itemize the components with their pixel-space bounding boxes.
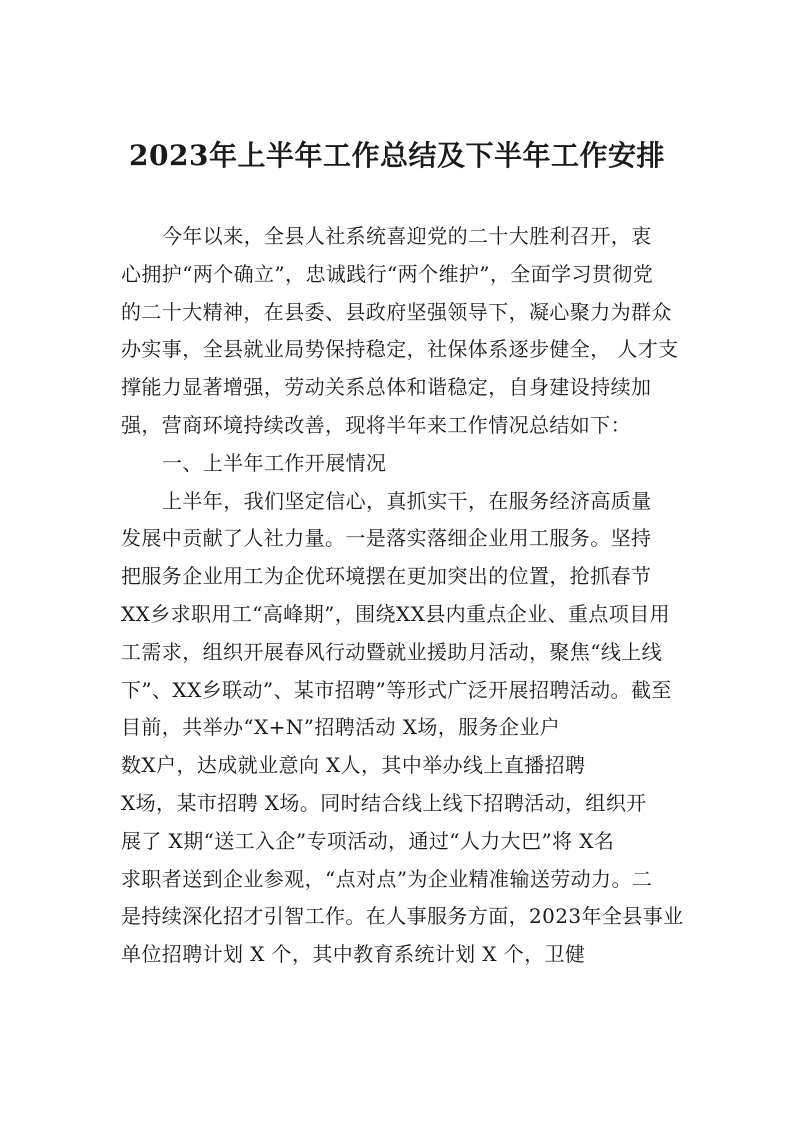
paragraph-line: 目前，共举办“X+N”招聘活动 X场，服务企业户	[121, 715, 561, 740]
section-heading: 一、上半年工作开展情况	[162, 450, 387, 475]
paragraph-line: X场，某市招聘 X场。同时结合线上线下招聘活动，组织开	[121, 790, 647, 815]
paragraph-line: 办实事，全县就业局势保持稳定，社保体系逐步健全， 人才支	[121, 337, 679, 362]
paragraph-line: 数X户，达成就业意向 X人，其中举办线上直播招聘	[121, 753, 586, 778]
document-title: 2023年上半年工作总结及下半年工作安排	[129, 139, 665, 172]
document-body	[121, 218, 691, 974]
paragraph-line: 求职者送到企业参观，“点对点”为企业精准输送劳动力。二	[121, 866, 653, 891]
paragraph-line: 心拥护“两个确立”，忠诚践行“两个维护”，全面学习贯彻党	[121, 261, 654, 286]
paragraph-line: 单位招聘计划 X 个，其中教育系统计划 X 个，卫健	[121, 942, 586, 967]
paragraph-line: 展了 X期“送工入企”专项活动，通过“人力大巴”将 X名	[121, 828, 615, 853]
paragraph-line: 工需求，组织开展春风行动暨就业援助月活动，聚焦“线上线	[121, 639, 663, 664]
paragraph-line: 今年以来，全县人社系统喜迎党的二十大胜利召开，衷	[162, 224, 652, 248]
paragraph-line: XX乡求职用工“高峰期”，围绕XX县内重点企业、重点项目用	[121, 601, 671, 626]
paragraph-line: 是持续深化招才引智工作。在人事服务方面，2023年全县事业	[121, 904, 684, 929]
paragraph-line: 强，营商环境持续改善，现将半年来工作情况总结如下：	[121, 412, 631, 437]
paragraph-line: 下”、XX乡联动”、某市招聘”等形式广泛开展招聘活动。截至	[121, 677, 672, 702]
paragraph-line: 发展中贡献了人社力量。一是落实落细企业用工服务。坚持	[121, 526, 652, 551]
paragraph-line: 的二十大精神，在县委、县政府坚强领导下，凝心聚力为群众	[121, 299, 672, 324]
paragraph-line: 上半年，我们坚定信心，真抓实干，在服务经济高质量	[162, 488, 652, 513]
paragraph-line: 把服务企业用工为企优环境摆在更加突出的位置，抢抓春节	[121, 564, 652, 589]
paragraph-line: 撑能力显著增强，劳动关系总体和谐稳定，自身建设持续加	[121, 375, 652, 400]
